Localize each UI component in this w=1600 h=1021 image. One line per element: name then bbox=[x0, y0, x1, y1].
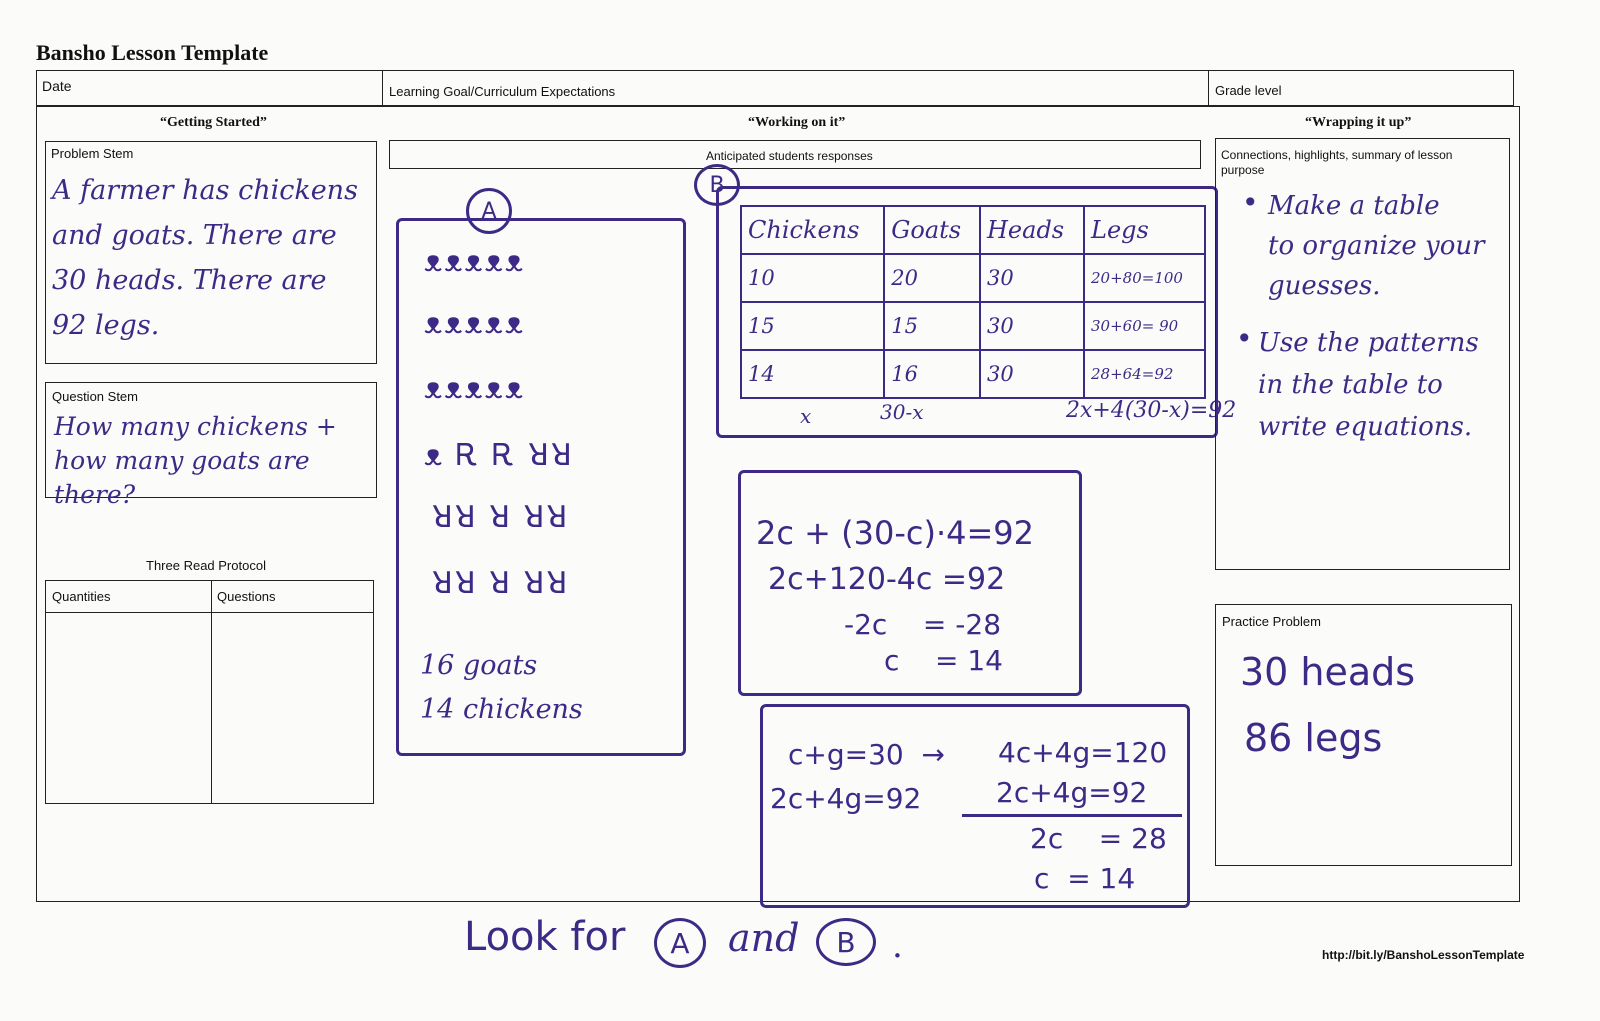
figure-row-2: ᴥᴥᴥᴥᴥ bbox=[424, 306, 526, 341]
section-getting-started: “Getting Started” bbox=[160, 115, 267, 130]
practice-label: Practice Problem bbox=[1222, 614, 1321, 629]
marker-a: A bbox=[466, 188, 512, 234]
figure-row-3: ᴥᴥᴥᴥᴥ bbox=[424, 371, 526, 406]
cell: 30 bbox=[980, 302, 1084, 350]
table-row bbox=[741, 350, 1205, 398]
figure-row-6: ꓤꓤ ꓤ ꓤꓤ bbox=[432, 566, 570, 601]
chickens-answer: 14 chickens bbox=[420, 694, 583, 725]
eq2-right-3: 2c = 28 bbox=[1030, 822, 1167, 855]
three-read-label: Three Read Protocol bbox=[146, 558, 266, 573]
marker-b: B bbox=[694, 164, 740, 206]
quantities-header: Quantities bbox=[52, 589, 111, 604]
cell: 10 bbox=[741, 254, 884, 302]
header-divider-1 bbox=[382, 70, 383, 106]
cell: 30 bbox=[980, 254, 1084, 302]
cell: 20 bbox=[884, 254, 980, 302]
col-legs: Legs bbox=[1084, 206, 1205, 254]
connections-label: Connections, highlights, summary of lesson purpose bbox=[1221, 148, 1453, 177]
figure-row-5: ꓤꓤ ꓤ ꓤꓤ bbox=[432, 500, 570, 535]
eq1-line-1: 2c + (30-c)·4=92 bbox=[756, 514, 1034, 552]
question-stem-text: How many chickens + how many goats are there? bbox=[54, 412, 337, 509]
three-read-table bbox=[45, 580, 374, 804]
goal-label: Learning Goal/Curriculum Expectations bbox=[389, 84, 616, 99]
header-row bbox=[36, 70, 1514, 106]
connections-bullet-1: Make a table to organize your guesses. bbox=[1268, 191, 1485, 301]
footer-period: . bbox=[892, 926, 903, 966]
question-stem-label: Question Stem bbox=[52, 389, 138, 404]
footer-and-text: and bbox=[728, 916, 800, 960]
bullet-dot-2: • bbox=[1236, 322, 1253, 355]
table-header-row bbox=[741, 206, 1205, 254]
guess-table bbox=[740, 205, 1206, 399]
questions-header: Questions bbox=[217, 589, 276, 604]
cell: 15 bbox=[741, 302, 884, 350]
footer-marker-a: A bbox=[654, 918, 706, 968]
three-read-header-line bbox=[45, 612, 374, 613]
var-x: x bbox=[800, 404, 812, 428]
col-heads: Heads bbox=[980, 206, 1084, 254]
cell: 14 bbox=[741, 350, 884, 398]
eq2-right-1: 4c+4g=120 bbox=[998, 736, 1168, 769]
eq2-subtract-line bbox=[962, 814, 1182, 817]
eq1-line-3: -2c = -28 bbox=[844, 608, 1002, 641]
cell: 20+80=100 bbox=[1084, 254, 1205, 302]
cell: 15 bbox=[884, 302, 980, 350]
practice-line-2: 86 legs bbox=[1244, 716, 1383, 760]
grade-label: Grade level bbox=[1215, 83, 1282, 98]
header-divider-2 bbox=[1208, 70, 1209, 106]
var-30-minus-x: 30-x bbox=[880, 400, 924, 424]
template-url: http://bit.ly/BanshoLessonTemplate bbox=[1322, 948, 1525, 962]
eq2-left-1: c+g=30 → bbox=[788, 738, 945, 771]
bullet-dot-1: • bbox=[1242, 186, 1259, 219]
three-read-col-divider bbox=[211, 580, 212, 804]
col-goats: Goats bbox=[884, 206, 980, 254]
footer-marker-b: B bbox=[816, 918, 876, 966]
table-equation: 2x+4(30-x)=92 bbox=[1066, 398, 1237, 423]
cell: 30+60= 90 bbox=[1084, 302, 1205, 350]
eq2-right-2: 2c+4g=92 bbox=[996, 776, 1148, 809]
table-row bbox=[741, 254, 1205, 302]
eq1-line-4: c = 14 bbox=[884, 644, 1003, 677]
anticipated-label: Anticipated students responses bbox=[706, 149, 873, 163]
eq1-line-2: 2c+120-4c =92 bbox=[768, 562, 1006, 597]
page-title: Bansho Lesson Template bbox=[36, 40, 269, 65]
connections-bullet-2: Use the patterns in the table to write equations. bbox=[1258, 328, 1479, 442]
date-label: Date bbox=[42, 78, 72, 94]
look-for-text: Look for bbox=[464, 914, 626, 960]
eq2-left-2: 2c+4g=92 bbox=[770, 782, 922, 815]
cell: 16 bbox=[884, 350, 980, 398]
eq2-right-4: c = 14 bbox=[1034, 862, 1136, 895]
cell: 28+64=92 bbox=[1084, 350, 1205, 398]
col-chickens: Chickens bbox=[741, 206, 884, 254]
practice-line-1: 30 heads bbox=[1240, 650, 1416, 694]
section-working-on-it: “Working on it” bbox=[748, 115, 846, 130]
goats-answer: 16 goats bbox=[420, 650, 538, 681]
problem-stem-text: A farmer has chickens and goats. There are 30 heads. There are 92 legs. bbox=[52, 175, 358, 341]
cell: 30 bbox=[980, 350, 1084, 398]
table-row bbox=[741, 302, 1205, 350]
section-wrapping-up: “Wrapping it up” bbox=[1305, 115, 1412, 130]
problem-stem-label: Problem Stem bbox=[51, 146, 134, 161]
figure-row-1: ᴥᴥᴥᴥᴥ bbox=[424, 244, 526, 279]
figure-row-4: ᴥ Ꭱ Ꭱ ꓤꓤ bbox=[424, 438, 574, 473]
